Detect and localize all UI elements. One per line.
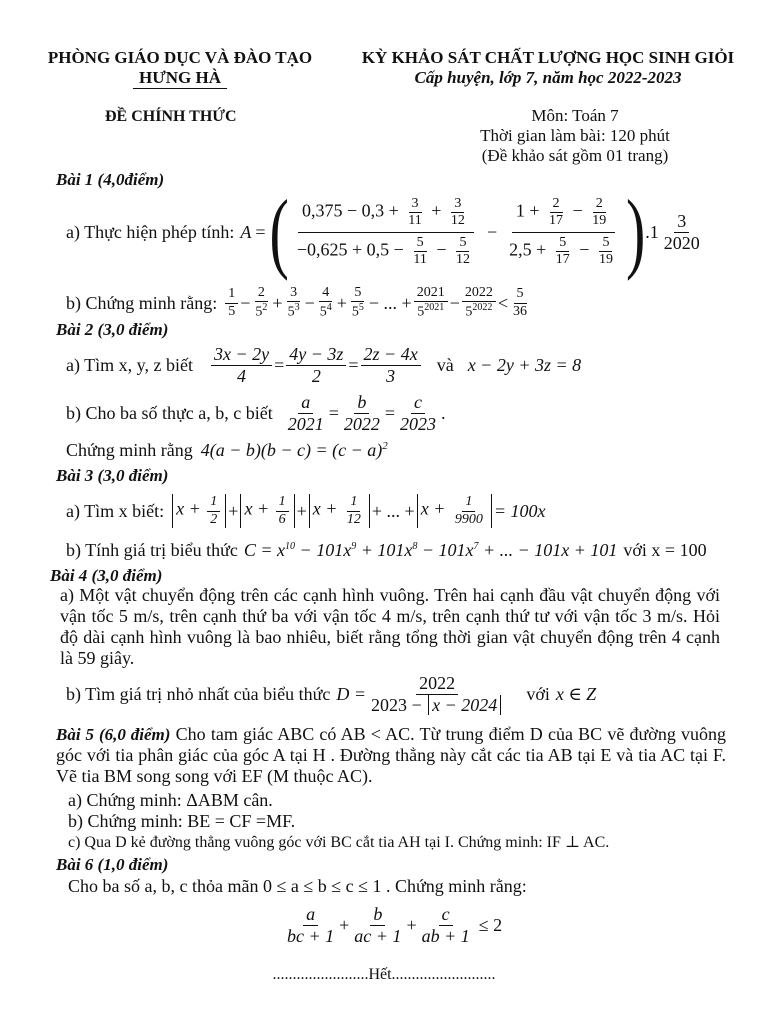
exam-title: KỲ KHẢO SÁT CHẤT LƯỢNG HỌC SINH GIỎI [361,48,735,67]
bai2-a: a) Tìm x, y, z biết $\frac{3x - 2y}{4}$ = $\frac{4y - 3z}{2}$ = $\frac{2z - 4x}{3}$ và x − 2y + 3z = 8 [66,343,582,386]
bai3-a-label: a) Tìm x biết: [66,500,165,521]
bai5-title: Bài 5 (6,0 điểm) [56,725,171,744]
bai3-b: b) Tính giá trị biểu thức $C = x^{10} - 101x^9 + 101x^8 - 101x^7$ + ... − 101x + 101 với x = 100 [66,540,707,560]
bai5-intro: Cho tam giác ABC có AB < AC. Từ trung điểm D của BC vẽ đường vuông góc với tia phân giác của góc A tại H . Đường thẳng này cắt các tia AB tại E và tia AC tại F. Vẽ tia BM song song với EF (M thuộc AC). [56,724,727,786]
bai2-b: b) Cho ba số thực a, b, c biết $\frac{a}{2021}$ = $\frac{b}{2022}$ = $\frac{c}{2023}$ . [66,391,446,434]
department-block [30,48,330,89]
bai2-c-label: Chứng minh rằng [66,440,193,460]
dept-line2: HƯNG HÀ [133,68,227,89]
bai5-parts [68,790,609,853]
bai6-intro: Cho ba số a, b, c thỏa mãn 0 ≤ a ≤ b ≤ c ≤ 1 . Chứng minh rằng: [68,876,527,896]
bai5-b: b) Chứng minh: BE = CF =MF. [68,811,296,831]
bai6-title: Bài 6 (1,0 điểm) [56,855,169,874]
bai2-title: Bài 2 (3,0 điểm) [56,320,169,339]
official-label: ĐỀ CHÍNH THỨC [105,108,237,125]
subject: Môn: Toán 7 [531,106,619,125]
bai5-c: c) Qua D kẻ đường thẳng vuông góc với BC cắt tia AH tại I. Chứng minh: IF ⊥ AC. [68,834,610,851]
bai5-block [56,724,726,787]
exam-sub: Cấp huyện, lớp 7, năm học 2022-2023 [414,68,682,87]
time-limit: Thời gian làm bài: 120 phút [480,126,670,145]
bai4-b-label: b) Tìm giá trị nhỏ nhất của biểu thức [66,683,331,704]
bai1-b: b) Chứng minh rằng: $\frac{1}{5}$ − $\frac{2}{5^2}$ + $\frac{3}{5^3}$ − $\frac{4}{5^4}$ + $\frac{5}{5^5}$ − ... + $\frac{2021}{5^{2021}}$ − $\frac{2022}{5^{2022}}$ < $\frac{5}{36}$ [66,285,527,320]
bai5-a: a) Chứng minh: ΔABM cân. [68,790,273,810]
bai1-a-label: a) Thực hiện phép tính: [66,221,235,242]
bai3-a: a) Tìm x biết: x + $\frac{1}{2}$ + x + $\frac{1}{6}$ + x + $\frac{1}{12}$ + ... + x + $\frac{1}{9900}$ = 100x [66,494,546,527]
bai1-title: Bài 1 (4,0điểm) [56,170,165,189]
footer-end: ........................Hết.......................... [272,966,496,983]
bai3-b-tail: với x = 100 [623,540,707,560]
bai2-b-label: b) Cho ba số thực a, b, c biết [66,402,273,423]
page-count: (Đề khảo sát gồm 01 trang) [481,146,669,165]
bai4-a: a) Một vật chuyển động trên các cạnh hình vuông. Trên hai cạnh đầu vật chuyển động với vận tốc 5 m/s, trên cạnh thứ ba với vận tốc 4 m/s, trên cạnh thứ tư với vận tốc 3 m/s. Hỏi độ dài cạnh hình vuông là bao nhiêu, biết rằng tổng thời gian vật chuyển động trên 4 cạnh là 59 giây. [60,585,720,668]
bai1-b-label: b) Chứng minh rằng: [66,292,218,313]
dept-line1: PHÒNG GIÁO DỤC VÀ ĐÀO TẠO [47,48,313,67]
bai2-a-label: a) Tìm x, y, z biết [66,354,193,375]
bai4-b-tail: với [526,683,550,704]
bai1-a: a) Thực hiện phép tính: A = ( 0,375 − 0,3 + $\frac{3}{11}$ + $\frac{3}{12}$ −0,625 + 0,5 − $\frac{5}{11}$ − $\frac{5}{12}$ − 1 + $\frac{2}{17}$ − $\frac{2}{19}$ 2,5 + $\frac{5}{17}$ − $\frac{5}{19}$ ) .1 $\frac{3}{2020}$ [66,180,700,282]
bai4-title: Bài 4 (3,0 điểm) [50,566,163,585]
bai3-title: Bài 3 (3,0 điểm) [56,466,169,485]
exam-title-block [338,48,758,88]
bai2-and: và [436,354,454,375]
bai2-c: Chứng minh rằng $4(a - b)(b - c) = (c - a)^2$ [66,440,388,460]
bai6-inequality: $\frac{a}{bc + 1}$ + $\frac{b}{ac + 1}$ + $\frac{c}{ab + 1}$ ≤ 2 [287,903,503,946]
bai3-b-label: b) Tính giá trị biểu thức [66,540,238,560]
bai4-b: b) Tìm giá trị nhỏ nhất của biểu thức D = $\frac{2022}{2023 - x - 2024}$ với x ∈ Z [66,672,597,715]
subject-block [410,106,740,166]
